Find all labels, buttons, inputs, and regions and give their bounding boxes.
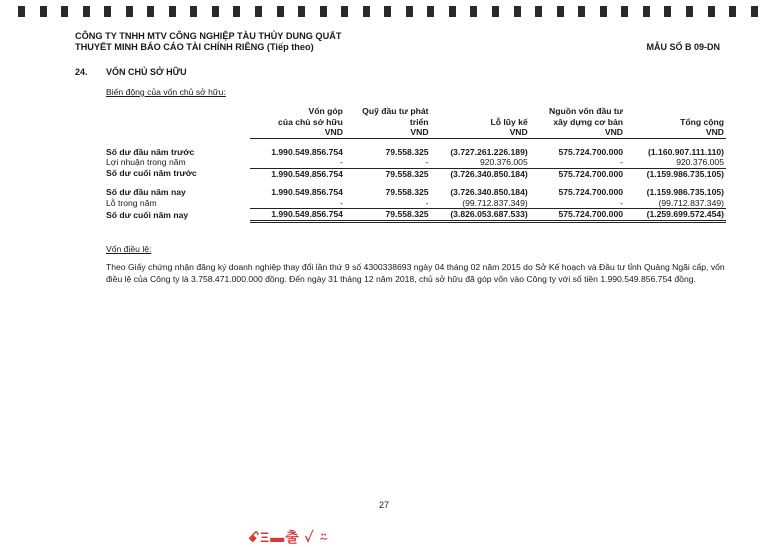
report-header [75,31,341,53]
section-number: 24. [75,67,88,77]
table-row: Số dư cuối năm trước 1.990.549.856.754 79.558.325 (3.726.340.850.184) 575.724.700.000 (1.159.986.735.105) [106,168,724,179]
unit-label: VND [250,127,345,138]
form-number: MẪU SỐ B 09-DN [646,42,720,52]
unit-label: VND [625,127,726,138]
charter-capital-title: Vốn điều lệ: [106,244,152,254]
unit-label: VND [345,127,431,138]
column-header: Vốn góp của chủ sở hữu [278,106,343,127]
table-header-row [106,106,726,127]
equity-table [106,106,726,223]
section-heading [75,67,187,77]
page-number: 27 [378,500,389,510]
table-row: Số dư đầu năm nay 1.990.549.856.754 79.558.325 (3.726.340.850.184) 575.724.700.000 (1.159.986.735.105) [106,187,724,197]
section-title: VỐN CHỦ SỞ HỮU [106,67,187,77]
binding-holes [18,6,758,18]
table-row: Lợi nhuận trong năm - - 920.376.005 - 920.376.005 [106,157,724,168]
table-row: Số dư cuối năm nay 1.990.549.856.754 79.558.325 (3.826.053.687.533) 575.724.700.000 (1.259.699.572.454) [106,209,724,220]
column-header: Tổng cộng [680,116,724,127]
report-title: THUYẾT MINH BÁO CÁO TÀI CHÍNH RIÊNG (Tiếp theo) [75,42,314,52]
column-header: Lỗ lũy kế [490,116,528,127]
equity-movement-subtitle: Biến động của vốn chủ sở hữu: [106,87,226,97]
unit-label: VND [431,127,530,138]
unit-label: VND [530,127,625,138]
table-row: Số dư đầu năm trước 1.990.549.856.754 79.558.325 (3.727.261.226.189) 575.724.700.000 (1.160.907.111.110) [106,146,724,157]
charter-capital-paragraph: Theo Giấy chứng nhận đăng ký doanh nghiệp thay đổi lần thứ 9 số 4300338693 ngày 04 tháng 02 năm 2015 do Sở Kế hoạch và Đầu tư tỉnh Quảng Ngãi cấp, vốn điều lệ của Công ty là 3.758.471.000.000 đồng. Đến ngày 31 tháng 12 năm 2018, chủ sở hữu đã góp vốn vào Công ty với số tiền 1.990.549.856.754 đồng. [106,262,725,284]
unit-row [106,127,726,138]
company-name: CÔNG TY TNHH MTV CÔNG NGHIỆP TÀU THỦY DUNG QUẤT [75,31,342,41]
table-row: Lỗ trong năm - - (99.712.837.349) - (99.712.837.349) [106,197,724,208]
red-stamp-fragment: ꗃΞ▬출 ✓ ⍨ [248,529,329,545]
column-header: Nguồn vốn đầu tư xây dựng cơ bản [549,106,624,127]
column-header: Quỹ đầu tư phát triển [362,106,429,127]
